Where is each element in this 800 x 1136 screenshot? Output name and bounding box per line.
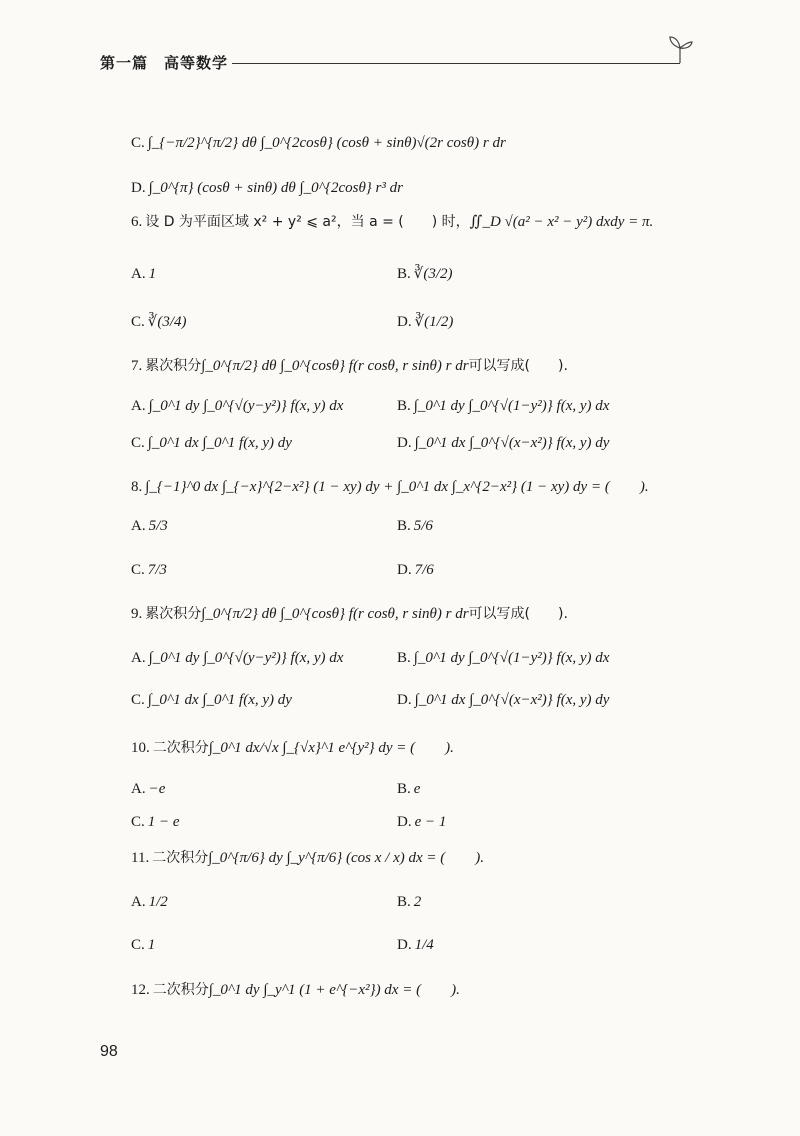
question-line-q8c <box>131 560 167 580</box>
item-formula: ∫_{−1}^0 dx ∫_{−x}^{2−x²} (1 − xy) dy + ∫_0^1 dx ∫_x^{2−x²} (1 − xy) dy = ( ). <box>145 479 649 495</box>
question-line-q10c <box>131 812 180 832</box>
item-label: C. <box>131 135 145 151</box>
item-formula: e − 1 <box>414 814 447 830</box>
item-formula: 1/4 <box>414 937 434 953</box>
item-text: 二次积分 <box>152 982 209 998</box>
item-label: C. <box>131 937 145 953</box>
item-label: D. <box>397 314 412 330</box>
question-line-q11a <box>131 892 168 912</box>
item-formula: 7/3 <box>147 562 167 578</box>
item-tail: 可以写成( ). <box>468 606 568 622</box>
question-line-q12 <box>131 980 460 1000</box>
item-text: 二次积分 <box>152 740 209 756</box>
item-label: B. <box>397 266 411 282</box>
question-line-q5d <box>131 178 403 198</box>
item-formula: −e <box>148 781 166 797</box>
chapter-title: 第一篇 高等数学 <box>100 54 229 72</box>
page-number: 98 <box>100 1043 118 1060</box>
item-formula: ∫_0^1 dy ∫_0^{√(1−y²)} f(x, y) dx <box>413 650 610 666</box>
question-line-q6b <box>397 264 452 284</box>
item-label: 6. <box>131 214 143 230</box>
question-line-q5c <box>131 133 506 153</box>
item-formula: ∛(3/4) <box>147 314 187 330</box>
question-line-q6a <box>131 264 156 284</box>
item-formula: ∫_0^1 dx ∫_0^1 f(x, y) dy <box>147 692 292 708</box>
question-line-q7c <box>131 433 292 453</box>
item-label: B. <box>397 650 411 666</box>
question-line-q9a <box>131 648 343 668</box>
item-formula: e <box>413 781 421 797</box>
item-formula: ∫_{−π/2}^{π/2} dθ ∫_0^{2cosθ} (cosθ + sinθ)√(2r cosθ) r dr <box>147 135 506 151</box>
item-label: C. <box>131 314 145 330</box>
item-formula: 1 − e <box>147 814 180 830</box>
question-line-q9d <box>397 690 609 710</box>
question-line-q9 <box>131 604 568 624</box>
item-formula: 1 <box>148 266 157 282</box>
item-label: D. <box>131 180 146 196</box>
item-label: B. <box>397 518 411 534</box>
sprout-icon <box>666 34 696 64</box>
item-label: D. <box>397 814 412 830</box>
item-formula: 5/6 <box>413 518 433 534</box>
item-label: D. <box>397 692 412 708</box>
item-label: A. <box>131 650 146 666</box>
item-formula: ∫_0^1 dy ∫_y^1 (1 + e^{−x²}) dx = ( ). <box>208 982 460 998</box>
item-formula: ∫_0^1 dy ∫_0^{√(y−y²)} f(x, y) dx <box>148 398 344 414</box>
item-label: B. <box>397 894 411 910</box>
item-tail: 可以写成( ). <box>468 358 568 374</box>
item-formula: 1/2 <box>148 894 168 910</box>
item-label: A. <box>131 518 146 534</box>
item-label: D. <box>397 937 412 953</box>
item-formula: ∫_0^{π/2} dθ ∫_0^{cosθ} f(r cosθ, r sinθ) r dr <box>201 358 469 374</box>
item-formula: ∫_0^{π/6} dy ∫_y^{π/6} (cos x / x) dx = ( ). <box>208 850 484 866</box>
item-formula: ∬_D √(a² − x² − y²) dxdy = π. <box>469 214 654 230</box>
item-text: 累次积分 <box>145 358 202 374</box>
item-formula: ∫_0^{π/2} dθ ∫_0^{cosθ} f(r cosθ, r sinθ) r dr <box>201 606 469 622</box>
header-rule <box>232 63 680 64</box>
item-label: D. <box>397 435 412 451</box>
item-text: 累次积分 <box>145 606 202 622</box>
question-line-q8 <box>131 477 649 497</box>
item-label: 9. <box>131 606 143 622</box>
item-formula: ∫_0^{π} (cosθ + sinθ) dθ ∫_0^{2cosθ} r³ dr <box>148 180 403 196</box>
question-line-q7b <box>397 396 609 416</box>
question-line-q8a <box>131 516 168 536</box>
question-line-q7d <box>397 433 609 453</box>
question-line-q6 <box>131 212 653 232</box>
question-line-q8d <box>397 560 434 580</box>
item-text: 设 D 为平面区域 x² + y² ⩽ a²，当 a = ( ) 时， <box>145 214 470 230</box>
item-formula: 1 <box>147 937 156 953</box>
question-line-q10 <box>131 738 454 758</box>
question-line-q11b <box>397 892 421 912</box>
item-label: A. <box>131 781 146 797</box>
question-line-q8b <box>397 516 433 536</box>
item-label: C. <box>131 814 145 830</box>
item-label: 12. <box>131 982 150 998</box>
item-label: A. <box>131 266 146 282</box>
item-label: 8. <box>131 479 143 495</box>
question-line-q11c <box>131 935 155 955</box>
item-formula: ∫_0^1 dx ∫_0^1 f(x, y) dy <box>147 435 292 451</box>
question-line-q9b <box>397 648 609 668</box>
item-label: C. <box>131 562 145 578</box>
item-label: A. <box>131 894 146 910</box>
item-formula: 2 <box>413 894 422 910</box>
item-label: A. <box>131 398 146 414</box>
item-label: B. <box>397 398 411 414</box>
item-formula: ∫_0^1 dx ∫_0^{√(x−x²)} f(x, y) dy <box>414 692 610 708</box>
item-formula: 7/6 <box>414 562 434 578</box>
question-line-q11d <box>397 935 434 955</box>
item-formula: ∫_0^1 dy ∫_0^{√(1−y²)} f(x, y) dx <box>413 398 610 414</box>
item-label: D. <box>397 562 412 578</box>
item-formula: ∫_0^1 dx/√x ∫_{√x}^1 e^{y²} dy = ( ). <box>208 740 454 756</box>
item-label: B. <box>397 781 411 797</box>
item-label: 7. <box>131 358 143 374</box>
item-formula: ∛(1/2) <box>414 314 454 330</box>
question-line-q6c <box>131 312 186 332</box>
item-formula: ∫_0^1 dx ∫_0^{√(x−x²)} f(x, y) dy <box>414 435 610 451</box>
question-line-q10b <box>397 779 420 799</box>
question-line-q10d <box>397 812 446 832</box>
question-line-q7 <box>131 356 568 376</box>
item-label: C. <box>131 692 145 708</box>
question-line-q6d <box>397 312 453 332</box>
item-label: 10. <box>131 740 150 756</box>
item-label: 11. <box>131 850 150 866</box>
question-line-q9c <box>131 690 292 710</box>
question-line-q7a <box>131 396 343 416</box>
question-line-q10a <box>131 779 165 799</box>
question-line-q11 <box>131 848 484 868</box>
item-label: C. <box>131 435 145 451</box>
item-formula: ∫_0^1 dy ∫_0^{√(y−y²)} f(x, y) dx <box>148 650 344 666</box>
item-text: 二次积分 <box>152 850 209 866</box>
item-formula: 5/3 <box>148 518 168 534</box>
item-formula: ∛(3/2) <box>413 266 453 282</box>
